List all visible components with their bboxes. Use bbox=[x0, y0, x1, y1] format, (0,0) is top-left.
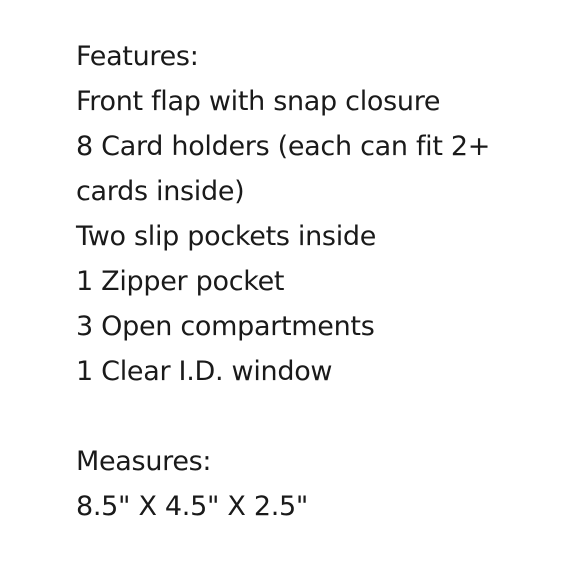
measures-value: 8.5" X 4.5" X 2.5" bbox=[76, 491, 308, 522]
section-spacer bbox=[76, 394, 566, 439]
product-description bbox=[76, 34, 566, 529]
feature-item: 8 Card holders (each can fit 2+ bbox=[76, 131, 491, 162]
feature-item: cards inside) bbox=[76, 176, 245, 207]
feature-item: Front flap with snap closure bbox=[76, 86, 441, 117]
features-heading: Features: bbox=[76, 41, 199, 72]
feature-item: Two slip pockets inside bbox=[76, 221, 377, 252]
feature-item: 1 Clear I.D. window bbox=[76, 356, 333, 387]
measures-heading: Measures: bbox=[76, 446, 212, 477]
feature-item: 1 Zipper pocket bbox=[76, 266, 285, 297]
feature-item: 3 Open compartments bbox=[76, 311, 375, 342]
